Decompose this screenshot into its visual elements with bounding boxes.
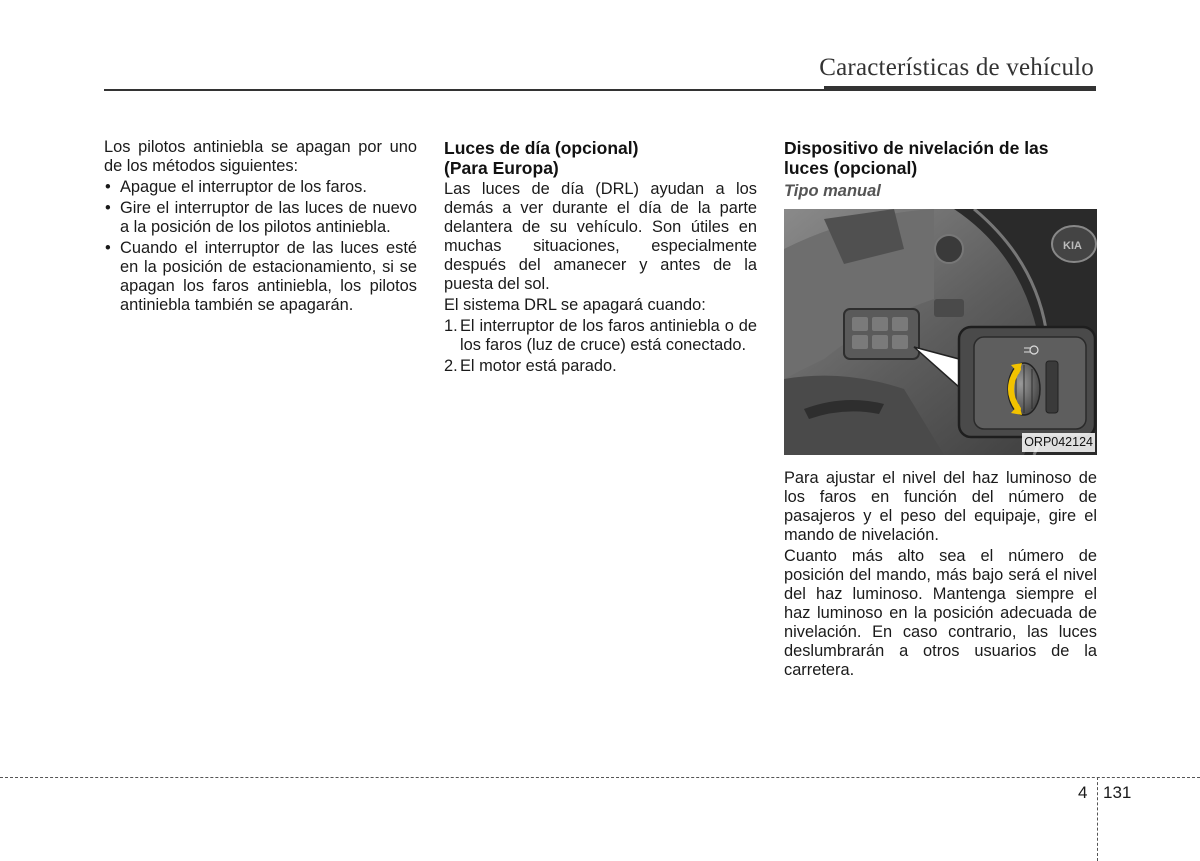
list-item xyxy=(444,357,757,376)
heading-line: luces (opcional) xyxy=(784,158,918,178)
intro-paragraph: Los pilotos antiniebla se apagan por uno de los métodos siguientes: xyxy=(104,138,417,175)
list-number: 2. xyxy=(444,357,458,375)
brand-logo: KIA xyxy=(1063,240,1082,252)
heading-line: (Para Europa) xyxy=(444,158,559,178)
list-number: 1. xyxy=(444,317,458,335)
footer-vertical-divider xyxy=(1097,777,1098,861)
paragraph: Para ajustar el nivel del haz luminoso de los faros en función del número de pasajeros y el peso del equipaje, gire el mando de nivelación. xyxy=(784,469,1097,544)
figure-dashboard-leveling-switch xyxy=(784,209,1097,455)
list-item: • Gire el interruptor de las luces de nuevo a la posición de los pilotos antiniebla. xyxy=(104,199,417,237)
column-right xyxy=(784,138,1097,682)
column-middle xyxy=(444,138,757,378)
section-subtitle: Tipo manual xyxy=(784,182,881,200)
paragraph: El sistema DRL se apagará cuando: xyxy=(444,296,706,314)
dashboard-illustration xyxy=(784,209,1097,455)
paragraph: Cuanto más alto sea el número de posición del mando, más bajo será el nivel del haz luminoso. Mantenga siempre el haz luminoso en la posición adecuada de nivelación. En caso contrario, las luces deslumbrarán a otros usuarios de la carretera. xyxy=(784,547,1097,679)
section-heading-drl xyxy=(444,138,757,178)
numbered-list xyxy=(444,317,757,376)
header-rule-accent xyxy=(824,86,1096,91)
figure-code: ORP042124 xyxy=(1022,433,1095,452)
list-text: El motor está parado. xyxy=(460,357,617,375)
heading-line: Dispositivo de nivelación de las xyxy=(784,138,1049,158)
list-text: El interruptor de los faros antiniebla o de los faros (luz de cruce) está conectado. xyxy=(460,317,757,354)
column-left xyxy=(104,138,417,317)
heading-line: Luces de día (opcional) xyxy=(444,138,639,158)
section-heading-leveling xyxy=(784,138,1097,178)
page-header-title: Características de vehículo xyxy=(819,54,1094,81)
list-item: • Cuando el interruptor de las luces esté en la posición de estacionamiento, si se apagan los faros antiniebla, los pilotos antiniebla también se apagarán. xyxy=(104,239,417,315)
bullet-list xyxy=(104,178,417,315)
paragraph: Las luces de día (DRL) ayudan a los demás a ver durante el día de la parte delantera de su vehículo. Son útiles en muchas situaciones, especialmente después del amanecer y antes de la puesta del sol. xyxy=(444,180,757,293)
footer-divider xyxy=(0,777,1200,778)
header-rule xyxy=(104,89,824,91)
chapter-number: 4 xyxy=(1078,783,1088,802)
list-item: • Apague el interruptor de los faros. xyxy=(104,178,417,197)
list-item xyxy=(444,317,757,355)
page-number: 131 xyxy=(1103,783,1132,802)
